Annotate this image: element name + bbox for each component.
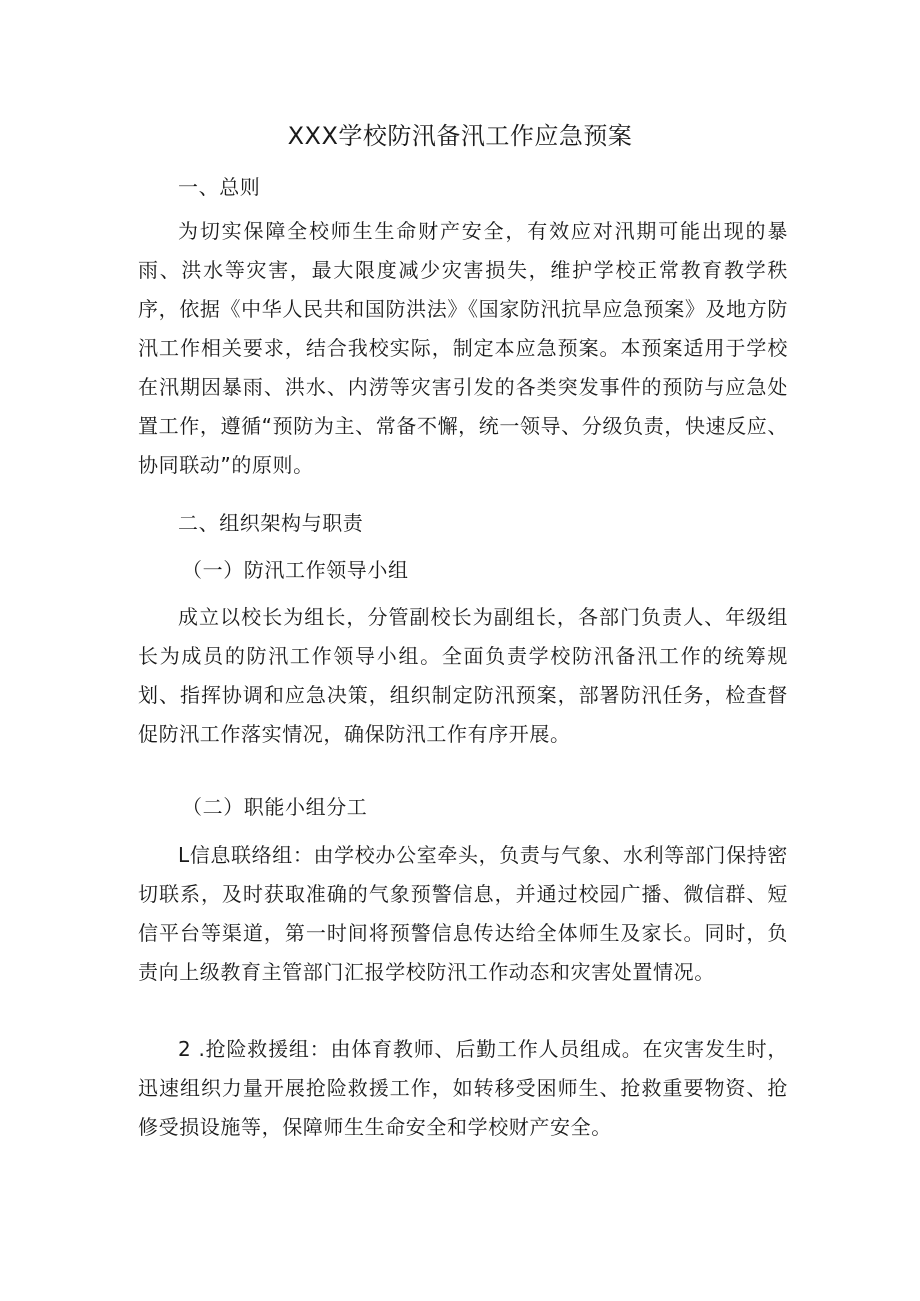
paragraph: 成立以校长为组长，分管副校长为副组长，各部门负责人、年级组长为成员的防汛工作领导小组。全面负责学校防汛备汛工作的统筹规划、指挥协调和应急决策，组织制定防汛预案，部署防汛任务，检查督促防汛工作落实情况，确保防汛工作有序开展。 [138,605,788,746]
section-heading-general: 一、总则 [178,175,261,199]
subsection-heading-leadership: （一）防汛工作领导小组 [182,558,409,582]
subsection-heading-division: （二）职能小组分工 [182,795,368,819]
subsection-leadership-body [138,598,788,754]
section-heading-organization: 二、组织架构与职责 [178,511,364,535]
section-general-body [138,212,788,485]
document-title: XXX学校防汛备汛工作应急预案 [287,122,633,150]
paragraph: 为切实保障全校师生生命财产安全，有效应对汛期可能出现的暴雨、洪水等灾害，最大限度减少灾害损失，维护学校正常教育教学秩序，依据《中华人民共和国防洪法》《国家防汛抗旱应急预案》及地方防汛工作相关要求，结合我校实际，制定本应急预案。本预案适用于学校在汛期因暴雨、洪水、内涝等灾害引发的各类突发事件的预防与应急处置工作，遵循“预防为主、常备不懈，统一领导、分级负责，快速反应、协同联动”的原则。 [138,219,788,477]
subsection-division-body-1 [138,836,788,992]
subsection-division-body-2 [138,1030,788,1147]
paragraph: 2 .抢险救援组：由体育教师、后勤工作人员组成。在灾害发生时，迅速组织力量开展抢险救援工作，如转移受困师生、抢救重要物资、抢修受损设施等，保障师生生命安全和学校财产安全。 [138,1037,788,1139]
paragraph: L信息联络组：由学校办公室牵头，负责与气象、水利等部门保持密切联系，及时获取准确的气象预警信息，并通过校园广播、微信群、短信平台等渠道，第一时间将预警信息传达给全体师生及家长。同时，负责向上级教育主管部门汇报学校防汛工作动态和灾害处置情况。 [138,843,788,984]
